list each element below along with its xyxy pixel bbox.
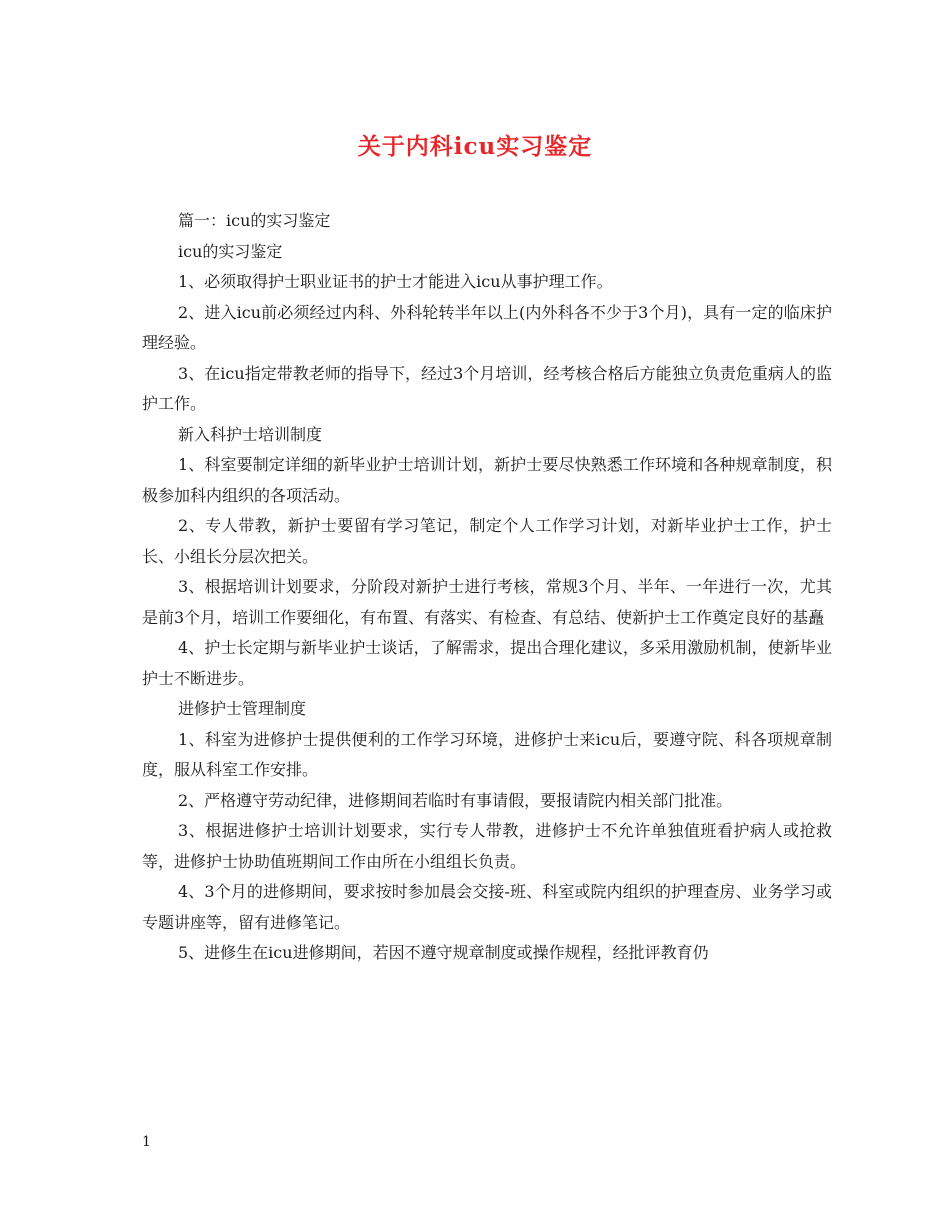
document-body bbox=[142, 206, 832, 969]
paragraph: 1、必须取得护士职业证书的护士才能进入icu从事护理工作。 bbox=[178, 272, 613, 291]
paragraph: 2、专人带教，新护士要留有学习笔记，制定个人工作学习计划，对新毕业护士工作，护士长、小组长分层次把关。 bbox=[142, 516, 832, 566]
paragraph: 篇一：icu的实习鉴定 bbox=[178, 211, 331, 230]
paragraph: 3、在icu指定带教老师的指导下，经过3个月培训，经考核合格后方能独立负责危重病人的监护工作。 bbox=[142, 363, 832, 413]
page-number: 1 bbox=[142, 1134, 151, 1150]
paragraph: 2、进入icu前必须经过内科、外科轮转半年以上(内外科各不少于3个月)，具有一定的临床护理经验。 bbox=[142, 302, 832, 352]
paragraph: 1、科室为进修护士提供便利的工作学习环境，进修护士来icu后，要遵守院、科各项规章制度，服从科室工作安排。 bbox=[142, 729, 832, 779]
section-heading: 进修护士管理制度 bbox=[178, 699, 307, 718]
paragraph: 3、根据培训计划要求，分阶段对新护士进行考核，常规3个月、半年、一年进行一次，尤其是前3个月，培训工作要细化，有布置、有落实、有检查、有总结、使新护士工作奠定良好的基矗 bbox=[142, 577, 832, 627]
paragraph: 1、科室要制定详细的新毕业护士培训计划，新护士要尽快熟悉工作环境和各种规章制度，积极参加科内组织的各项活动。 bbox=[142, 455, 832, 505]
document-title: 关于内科icu实习鉴定 bbox=[357, 133, 593, 160]
paragraph: 5、进修生在icu进修期间，若因不遵守规章制度或操作规程，经批评教育仍 bbox=[178, 943, 709, 962]
section-heading: 新入科护士培训制度 bbox=[178, 424, 323, 444]
paragraph: 4、护士长定期与新毕业护士谈话，了解需求，提出合理化建议，多采用激励机制，使新毕业护士不断进步。 bbox=[142, 638, 832, 688]
paragraph: 3、根据进修护士培训计划要求，实行专人带教，进修护士不允许单独值班看护病人或抢救等，进修护士协助值班期间工作由所在小组组长负责。 bbox=[142, 821, 832, 871]
paragraph: icu的实习鉴定 bbox=[178, 241, 283, 261]
paragraph: 2、严格遵守劳动纪律，进修期间若临时有事请假，要报请院内相关部门批准。 bbox=[178, 790, 733, 810]
paragraph: 4、3个月的进修期间，要求按时参加晨会交接-班、科室或院内组织的护理查房、业务学习或专题讲座等，留有进修笔记。 bbox=[142, 882, 832, 932]
